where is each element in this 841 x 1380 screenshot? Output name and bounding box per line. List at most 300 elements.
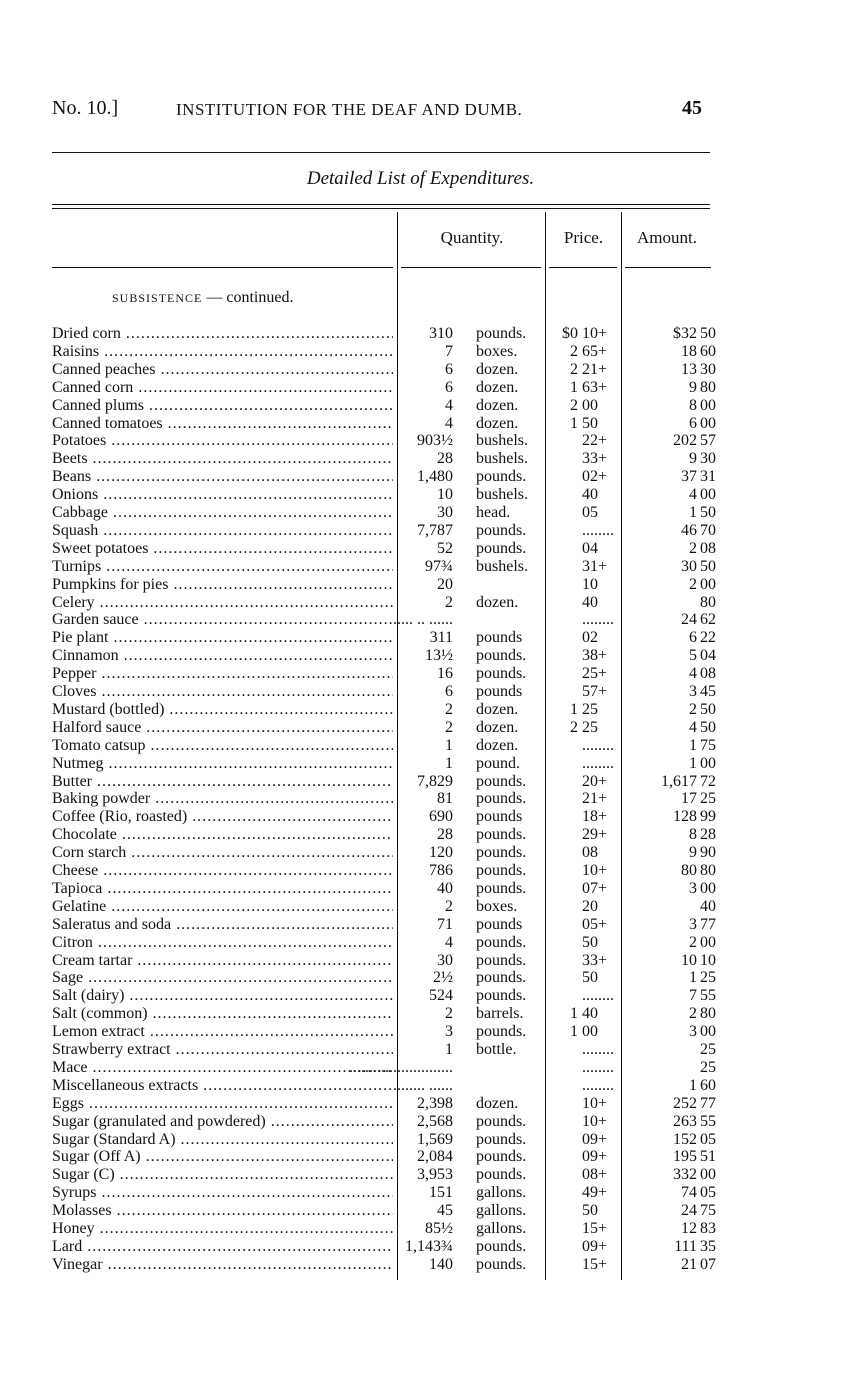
amount-dollars: 13 — [681, 360, 697, 378]
running-title: INSTITUTION FOR THE DEAF AND DUMB. — [176, 100, 523, 119]
amount-cents: 80 — [700, 593, 716, 611]
amount-dollars: 1 — [689, 754, 697, 772]
amount-cents: 72 — [700, 772, 716, 790]
amount-cents: 00 — [700, 1023, 716, 1041]
price-cents: ........ — [582, 521, 614, 539]
table-row — [0, 576, 841, 594]
price-cents: 50 — [582, 414, 598, 432]
item-name: Cinnamon ..... — [52, 647, 393, 665]
amount-dollars: 3 — [689, 879, 697, 897]
amount-cents: 00 — [700, 396, 716, 414]
price-cents: 08+ — [582, 1166, 608, 1184]
amount-cents: 77 — [700, 1094, 716, 1112]
quantity-number: 28 — [437, 826, 453, 844]
amount-dollars: 2 — [689, 700, 697, 718]
price-dollars: 1 — [570, 378, 578, 396]
item-name: Butter ..... — [52, 773, 393, 791]
quantity-unit: boxes. — [476, 342, 518, 360]
price-cents: 29+ — [582, 826, 608, 844]
item-name: Dried corn ..... — [52, 325, 393, 343]
amount-cents: 60 — [700, 342, 716, 360]
item-name: Tomato catsup ..... — [52, 737, 393, 755]
quantity-unit: pounds. — [476, 647, 527, 665]
price-cents: 10+ — [582, 862, 608, 879]
quantity-unit: head. — [476, 504, 511, 521]
quantity-unit: pounds. — [476, 987, 527, 1005]
item-name: Chocolate ..... — [52, 826, 393, 844]
price-cents: 07+ — [582, 879, 608, 897]
price-cents: 22+ — [582, 432, 608, 450]
table-row — [0, 611, 841, 629]
quantity-number: 85½ — [425, 1220, 453, 1237]
table-row — [0, 934, 841, 952]
price-dollars: 2 — [570, 718, 578, 736]
amount-dollars: 9 — [689, 450, 697, 468]
amount-dollars: $32 — [673, 325, 697, 342]
amount-cents: 00 — [700, 486, 716, 504]
price-cents: ........ — [582, 1041, 614, 1058]
amount-cents: 75 — [700, 1202, 716, 1220]
amount-cents: 08 — [700, 539, 716, 557]
quantity-number: 45 — [437, 1202, 453, 1220]
table-row — [0, 594, 841, 612]
amount-cents: 51 — [700, 1148, 716, 1166]
quantity-number: 2 — [445, 700, 453, 718]
header-underline — [549, 267, 617, 268]
price-dollars: $0 — [562, 325, 578, 342]
item-name: Mace ..... — [52, 1059, 393, 1077]
quantity-number: 140 — [429, 1255, 453, 1273]
quantity-number: 28 — [437, 450, 453, 468]
quantity-number: 1 — [445, 754, 453, 772]
price-cents: ........ — [582, 754, 614, 772]
quantity-unit: dozen. — [476, 700, 519, 718]
section-heading — [112, 289, 293, 307]
amount-dollars: 128 — [673, 808, 697, 826]
amount-cents: 45 — [700, 683, 716, 700]
column-header-quantity: Quantity. — [440, 228, 504, 247]
amount-dollars: 7 — [689, 987, 697, 1005]
quantity-number: 310 — [429, 325, 453, 342]
quantity-unit: pounds. — [476, 665, 527, 683]
quantity-unit: bushels. — [476, 486, 528, 504]
quantity-number: .......................... — [349, 1058, 453, 1076]
item-name: Honey ..... — [52, 1220, 393, 1238]
quantity-unit: gallons. — [476, 1184, 527, 1202]
quantity-unit: dozen. — [476, 378, 519, 396]
quantity-unit: dozen. — [476, 414, 519, 432]
quantity-number: 2 — [445, 718, 453, 736]
price-cents: 18+ — [582, 808, 608, 826]
amount-cents: 75 — [700, 736, 716, 754]
quantity-unit: pounds. — [476, 521, 527, 539]
quantity-unit: bushels. — [476, 432, 528, 450]
table-row — [0, 1220, 841, 1238]
amount-cents: 30 — [700, 450, 716, 468]
page-number: 45 — [682, 97, 702, 119]
header-underline — [625, 267, 711, 268]
table-row — [0, 898, 841, 916]
quantity-number: 30 — [437, 504, 453, 521]
quantity-unit: bottle. — [476, 1041, 517, 1058]
quantity-unit: pounds. — [476, 1166, 527, 1184]
quantity-unit: pounds. — [476, 1130, 527, 1148]
quantity-unit: pounds. — [476, 468, 527, 486]
table-row — [0, 1184, 841, 1202]
amount-cents: 30 — [700, 360, 716, 378]
amount-cents: 90 — [700, 844, 716, 862]
price-cents: 15+ — [582, 1255, 608, 1273]
amount-cents: 80 — [700, 1005, 716, 1023]
table-row — [0, 1131, 841, 1149]
amount-cents: 04 — [700, 647, 716, 665]
table-row — [0, 361, 841, 379]
amount-dollars: 1 — [689, 504, 697, 521]
quantity-unit: pounds. — [476, 325, 527, 342]
table-row — [0, 683, 841, 701]
item-name: Tapioca ..... — [52, 880, 393, 898]
item-name: Squash ..... — [52, 522, 393, 540]
quantity-unit: pounds. — [476, 1023, 527, 1041]
quantity-number: 1,480 — [417, 468, 453, 486]
price-dollars: 1 — [570, 414, 578, 432]
item-name: Canned tomatoes ..... — [52, 415, 393, 433]
quantity-number: 40 — [437, 879, 453, 897]
quantity-unit: pounds — [476, 629, 523, 647]
table-row — [0, 647, 841, 665]
amount-dollars: 2 — [689, 539, 697, 557]
item-name: Sugar (Off A) ..... — [52, 1148, 393, 1166]
price-cents: 33+ — [582, 951, 608, 969]
table-row — [0, 1166, 841, 1184]
table-row — [0, 522, 841, 540]
amount-dollars: 2 — [689, 933, 697, 951]
quantity-number: 6 — [445, 683, 453, 700]
table-row — [0, 916, 841, 934]
amount-cents: 00 — [700, 1166, 716, 1184]
quantity-number: 16 — [437, 665, 453, 683]
price-cents: ........ — [582, 736, 614, 754]
amount-cents: 83 — [700, 1220, 716, 1237]
amount-dollars: 30 — [681, 557, 697, 575]
quantity-number: 1 — [445, 1041, 453, 1058]
quantity-unit: pounds — [476, 808, 523, 826]
table-row — [0, 1148, 841, 1166]
amount-dollars: 74 — [681, 1184, 697, 1202]
quantity-number: 4 — [445, 933, 453, 951]
price-cents: 02+ — [582, 468, 608, 486]
quantity-number: 2,568 — [417, 1112, 453, 1130]
quantity-number: 4 — [445, 414, 453, 432]
item-name: Sweet potatoes ..... — [52, 540, 393, 558]
amount-cents: 08 — [700, 665, 716, 683]
item-name: Cream tartar ..... — [52, 952, 393, 970]
table-row — [0, 397, 841, 415]
amount-dollars: 1 — [689, 969, 697, 987]
amount-dollars: 6 — [689, 414, 697, 432]
quantity-unit: dozen. — [476, 360, 519, 378]
column-header-amount: Amount. — [637, 228, 697, 247]
quantity-number: 7,787 — [417, 521, 453, 539]
price-cents: 33+ — [582, 450, 608, 468]
table-row — [0, 504, 841, 522]
table-row — [0, 415, 841, 433]
item-name: Lard ..... — [52, 1238, 393, 1256]
quantity-number: 2 — [445, 897, 453, 915]
table-row — [0, 629, 841, 647]
price-cents: 20+ — [582, 772, 608, 790]
price-cents: 09+ — [582, 1237, 608, 1255]
price-cents: 50 — [582, 969, 598, 987]
table-row — [0, 844, 841, 862]
quantity-number: 6 — [445, 360, 453, 378]
section-suffix: — continued. — [206, 289, 294, 306]
item-name: Corn starch ..... — [52, 844, 393, 862]
quantity-number: 786 — [429, 862, 453, 879]
price-dollars: 1 — [570, 700, 578, 718]
amount-dollars: 2 — [689, 1005, 697, 1023]
quantity-unit: pounds. — [476, 844, 527, 862]
price-cents: 40 — [582, 486, 598, 504]
amount-cents: 57 — [700, 432, 716, 450]
amount-cents: 40 — [700, 897, 716, 915]
table-row — [0, 969, 841, 987]
amount-cents: 80 — [700, 378, 716, 396]
quantity-number: 20 — [437, 575, 453, 593]
price-cents: 25+ — [582, 665, 608, 683]
amount-dollars: 8 — [689, 396, 697, 414]
amount-dollars: 195 — [673, 1148, 697, 1166]
table-row — [0, 486, 841, 504]
price-cents: 57+ — [582, 683, 608, 700]
table-row — [0, 1023, 841, 1041]
quantity-number: 1,143¾ — [405, 1237, 453, 1255]
item-name: Miscellaneous extracts ..... — [52, 1077, 393, 1095]
amount-dollars: 1 — [689, 1076, 697, 1094]
item-name: Salt (dairy) ..... — [52, 987, 393, 1005]
quantity-unit: pounds. — [476, 772, 527, 790]
amount-dollars: 4 — [689, 665, 697, 683]
amount-dollars: 252 — [673, 1094, 697, 1112]
quantity-unit: pounds. — [476, 951, 527, 969]
item-name: Mustard (bottled) ..... — [52, 701, 393, 719]
table-row — [0, 325, 841, 343]
quantity-number: 30 — [437, 951, 453, 969]
quantity-unit: pounds. — [476, 1255, 527, 1273]
quantity-number: 2,398 — [417, 1094, 453, 1112]
amount-dollars: 80 — [681, 862, 697, 879]
price-cents: 20 — [582, 897, 598, 915]
amount-dollars: 4 — [689, 486, 697, 504]
quantity-number: 524 — [429, 987, 453, 1005]
price-cents: 05+ — [582, 915, 608, 933]
table-row — [0, 826, 841, 844]
amount-cents: 55 — [700, 987, 716, 1005]
item-name: Baking powder ..... — [52, 790, 393, 808]
price-cents: 49+ — [582, 1184, 608, 1202]
amount-cents: 25 — [700, 790, 716, 808]
item-name: Celery ..... — [52, 594, 393, 612]
quantity-number: 120 — [429, 844, 453, 862]
quantity-number: 6 — [445, 378, 453, 396]
amount-cents: 28 — [700, 826, 716, 844]
amount-dollars: 37 — [681, 468, 697, 486]
quantity-number: 1 — [445, 736, 453, 754]
price-cents: 10+ — [582, 1112, 608, 1130]
amount-cents: 31 — [700, 468, 716, 486]
item-name: Sugar (granulated and powdered) ..... — [52, 1113, 393, 1131]
price-cents: 10 — [582, 575, 598, 593]
amount-dollars: 21 — [681, 1255, 697, 1273]
item-name: Pumpkins for pies ..... — [52, 576, 393, 594]
price-dollars: 2 — [570, 342, 578, 360]
amount-cents: 05 — [700, 1184, 716, 1202]
amount-cents: 25 — [700, 1058, 716, 1076]
table-top-rule — [52, 204, 710, 205]
item-name: Coffee (Rio, roasted) ..... — [52, 808, 393, 826]
amount-cents: 77 — [700, 915, 716, 933]
price-cents: 00 — [582, 1023, 598, 1041]
item-name: Saleratus and soda ..... — [52, 916, 393, 934]
item-name: Potatoes ..... — [52, 432, 393, 450]
table-top-rule-double — [52, 208, 710, 209]
price-dollars: 2 — [570, 396, 578, 414]
quantity-unit: pounds. — [476, 826, 527, 844]
quantity-unit: dozen. — [476, 736, 519, 754]
price-cents: 10+ — [582, 325, 608, 342]
table-row — [0, 558, 841, 576]
table-row — [0, 737, 841, 755]
table-row — [0, 1077, 841, 1095]
quantity-unit: pounds. — [476, 790, 527, 808]
price-cents: 00 — [582, 396, 598, 414]
item-name: Salt (common) ..... — [52, 1005, 393, 1023]
amount-cents: 50 — [700, 700, 716, 718]
table-row — [0, 701, 841, 719]
quantity-number: 97¾ — [425, 557, 453, 575]
table-row — [0, 432, 841, 450]
amount-dollars: 8 — [689, 826, 697, 844]
table-row — [0, 1256, 841, 1274]
amount-dollars: 3 — [689, 915, 697, 933]
amount-cents: 00 — [700, 575, 716, 593]
quantity-number: 2½ — [433, 969, 453, 987]
quantity-number: 151 — [429, 1184, 453, 1202]
table-row — [0, 540, 841, 558]
item-name: Strawberry extract ..... — [52, 1041, 393, 1059]
table-row — [0, 808, 841, 826]
amount-cents: 50 — [700, 557, 716, 575]
price-cents: 50 — [582, 933, 598, 951]
item-name: Sugar (C) ..... — [52, 1166, 393, 1184]
quantity-unit: dozen. — [476, 396, 519, 414]
header-underline — [52, 267, 393, 268]
quantity-unit: pounds. — [476, 1148, 527, 1166]
item-name: Vinegar ..... — [52, 1256, 393, 1274]
quantity-number: 903½ — [417, 432, 453, 450]
item-name: Nutmeg ..... — [52, 755, 393, 773]
quantity-number: 3 — [445, 1023, 453, 1041]
price-cents: ........ — [582, 611, 614, 629]
price-cents: 09+ — [582, 1130, 608, 1148]
quantity-number: 2 — [445, 593, 453, 611]
amount-cents: 05 — [700, 1130, 716, 1148]
amount-dollars: 24 — [681, 611, 697, 629]
price-cents: ........ — [582, 1076, 614, 1094]
amount-cents: 50 — [700, 325, 716, 342]
quantity-number: 7,829 — [417, 772, 453, 790]
table-row — [0, 790, 841, 808]
amount-cents: 25 — [700, 1041, 716, 1058]
section-name: SUBSISTENCE — [112, 291, 203, 305]
item-name: Molasses ..... — [52, 1202, 393, 1220]
page-subtitle: Detailed List of Expenditures. — [306, 168, 535, 189]
price-cents: 15+ — [582, 1220, 608, 1237]
price-cents: 50 — [582, 1202, 598, 1220]
price-cents: ........ — [582, 987, 614, 1005]
amount-cents: 07 — [700, 1255, 716, 1273]
quantity-number: 81 — [437, 790, 453, 808]
item-name: Raisins ..... — [52, 343, 393, 361]
table-row — [0, 665, 841, 683]
amount-cents: 35 — [700, 1237, 716, 1255]
item-name: Halford sauce ..... — [52, 719, 393, 737]
quantity-unit: pounds — [476, 915, 523, 933]
amount-dollars: 5 — [689, 647, 697, 665]
price-cents: 02 — [582, 629, 598, 647]
item-name: Onions ..... — [52, 486, 393, 504]
item-name: Canned corn ..... — [52, 379, 393, 397]
quantity-number: 690 — [429, 808, 453, 826]
quantity-number: 13½ — [425, 647, 453, 665]
amount-cents: 62 — [700, 611, 716, 629]
amount-dollars: 263 — [673, 1112, 697, 1130]
price-dollars: 1 — [570, 1005, 578, 1023]
price-cents: 31+ — [582, 557, 608, 575]
quantity-unit: dozen. — [476, 718, 519, 736]
item-name: Eggs ..... — [52, 1095, 393, 1113]
quantity-number: 52 — [437, 539, 453, 557]
price-cents: 40 — [582, 593, 598, 611]
price-cents: ........ — [582, 1058, 614, 1076]
table-row — [0, 987, 841, 1005]
column-header-price: Price. — [563, 228, 604, 247]
item-name: Lemon extract ..... — [52, 1023, 393, 1041]
amount-cents: 50 — [700, 718, 716, 736]
price-cents: 65+ — [582, 342, 608, 360]
price-cents: 38+ — [582, 647, 608, 665]
price-cents: 05 — [582, 504, 598, 521]
quantity-unit: gallons. — [476, 1220, 527, 1237]
quantity-unit: bushels. — [476, 557, 528, 575]
amount-cents: 99 — [700, 808, 716, 826]
quantity-number: 2,084 — [417, 1148, 453, 1166]
table-row — [0, 755, 841, 773]
amount-cents: 00 — [700, 414, 716, 432]
amount-cents: 25 — [700, 969, 716, 987]
price-cents: 09+ — [582, 1148, 608, 1166]
price-dollars: 1 — [570, 1023, 578, 1041]
item-name: Canned plums ..... — [52, 397, 393, 415]
item-name: Beans ..... — [52, 468, 393, 486]
price-cents: 04 — [582, 539, 598, 557]
quantity-unit: pounds. — [476, 879, 527, 897]
amount-dollars: 3 — [689, 1023, 697, 1041]
amount-cents: 55 — [700, 1112, 716, 1130]
quantity-unit: pounds. — [476, 539, 527, 557]
amount-dollars: 202 — [673, 432, 697, 450]
amount-cents: 00 — [700, 933, 716, 951]
